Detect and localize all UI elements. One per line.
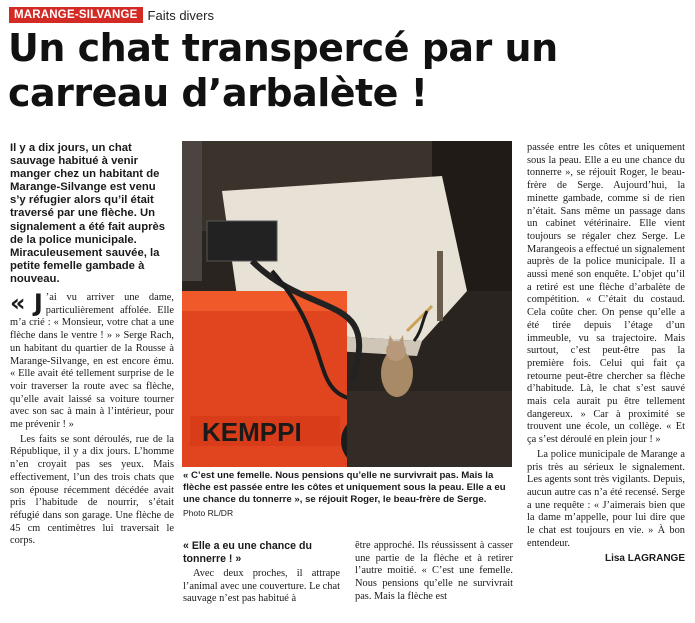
- kicker: [9, 7, 214, 23]
- column-3-paragraph-1: être approché. Ils réussissent à casser une partie de la flèche et à retirer l’autre moitié. « C’est une femelle. Nous pensions qu’elle ne survivrait pas. Mais la flèche est: [355, 540, 513, 602]
- chapo: Il y a dix jours, un chat sauvage habitué à venir manger chez un habitant de Marange-Silvange est venu s’y réfugier alors qu’il était traversé par une flèche. Un signalement a été fait auprès de la police municipale. Miraculeusement sauvée, la petite femelle gambade à nouveau.: [10, 142, 166, 285]
- location-tag: MARANGE-SILVANGE: [9, 7, 143, 23]
- photo-cat-garage: [182, 141, 512, 467]
- column-4-paragraph-1: passée entre les côtes et uniquement sous la peau. Elle a eu une chance du tonnerre », se réjouit Roger, le beau-frère de Serge. Aujourd’hui, la minette gambade, comme si de rien n’était. Sans même un passage dans un cabinet vétérinaire. Elle vient toujours se régaler chez Serge. Le Marangeois a effectué un signalement auprès de la police municipale. Il a aussi mené son enquête. L’objet qu’il a retiré est une flèche d’arbalète de compétition. « C’était du costaud. Cela coûte cher. On pense qu’elle a été tirée depuis l’étage d’un immeuble, vu sa trajectoire. Mais surtout, c’est peut-être pas la première fois. Celui qui fait ça retourne peut-être chercher sa flèche d’habitude. Là, le chat s’est sauvé mais cela aurait pu être tellement dangereux. » Car à proximité se trouvent une école, un collège. « Et ça s’est déroulé en plein jour ! »: [527, 142, 685, 446]
- brand-label: KEMPPI: [202, 417, 302, 447]
- photo-illustration: [182, 141, 512, 467]
- dropcap: « J: [10, 289, 43, 318]
- column-2: [183, 540, 340, 608]
- rubric-label: Faits divers: [147, 7, 214, 23]
- column-1-paragraph-1-text: ’ai vu arriver une dame, particulièrement affolée. Elle m’a crié : « Monsieur, votre chat a une flèche dans le ventre ! » » Serge Rach, un habitant du quartier de la Rousse à Marange-Silvange, en est encore ému. « Elle avait été tellement surprise de le voir traverser la route avec sa flèche, qu’elle avait laissé sa voiture tourner avec son sac à main à l’intérieur, pour me prévenir ! »: [10, 292, 174, 431]
- caption-text: « C’est une femelle. Nous pensions qu’elle ne survivrait pas. Mais la flèche est passée entre les côtes et uniquement sous la peau. Elle a eu une chance du tonnerre », se réjouit Roger, le beau-frère de Serge.: [183, 470, 506, 506]
- photo-credit: Photo RL/DR: [183, 507, 234, 518]
- column-1-paragraph-2: Les faits se sont déroulés, rue de la République, il y a dix jours. L’homme n’en croyait pas ses yeux. Mais effectivement, l’un des trois chats que son épouse récemment décédée avait pris l’habitude de nourrir, s’était réfugié dans son garage. Une flèche de 45 cm centimètres lui traversait le corps.: [10, 433, 174, 547]
- subheading: « Elle a eu une chance du tonnerre ! »: [183, 540, 312, 565]
- column-3: [355, 540, 513, 606]
- column-4-paragraph-2: La police municipale de Marange a pris très au sérieux le signalement. Les agents sont très vigilants. Depuis, aucun autre cas n’a été recensé. Serge a une requête : « J’aimerais bien que la dame m’appelle, pour lui dire que le chat est toujours en vie. » À bon entendeur.: [527, 448, 685, 549]
- column-1: [10, 142, 174, 550]
- author-signature: Lisa LAGRANGE: [604, 552, 685, 564]
- column-1-paragraph-1: [10, 289, 174, 432]
- photo-caption: [183, 470, 513, 519]
- headline: Un chat transpercé par un carreau d’arbalète !: [8, 26, 558, 115]
- column-4: [527, 142, 685, 565]
- column-2-paragraph-1: Avec deux proches, il attrape l’animal avec une couverture. Le chat sauvage n’est pas habitué à: [183, 568, 340, 605]
